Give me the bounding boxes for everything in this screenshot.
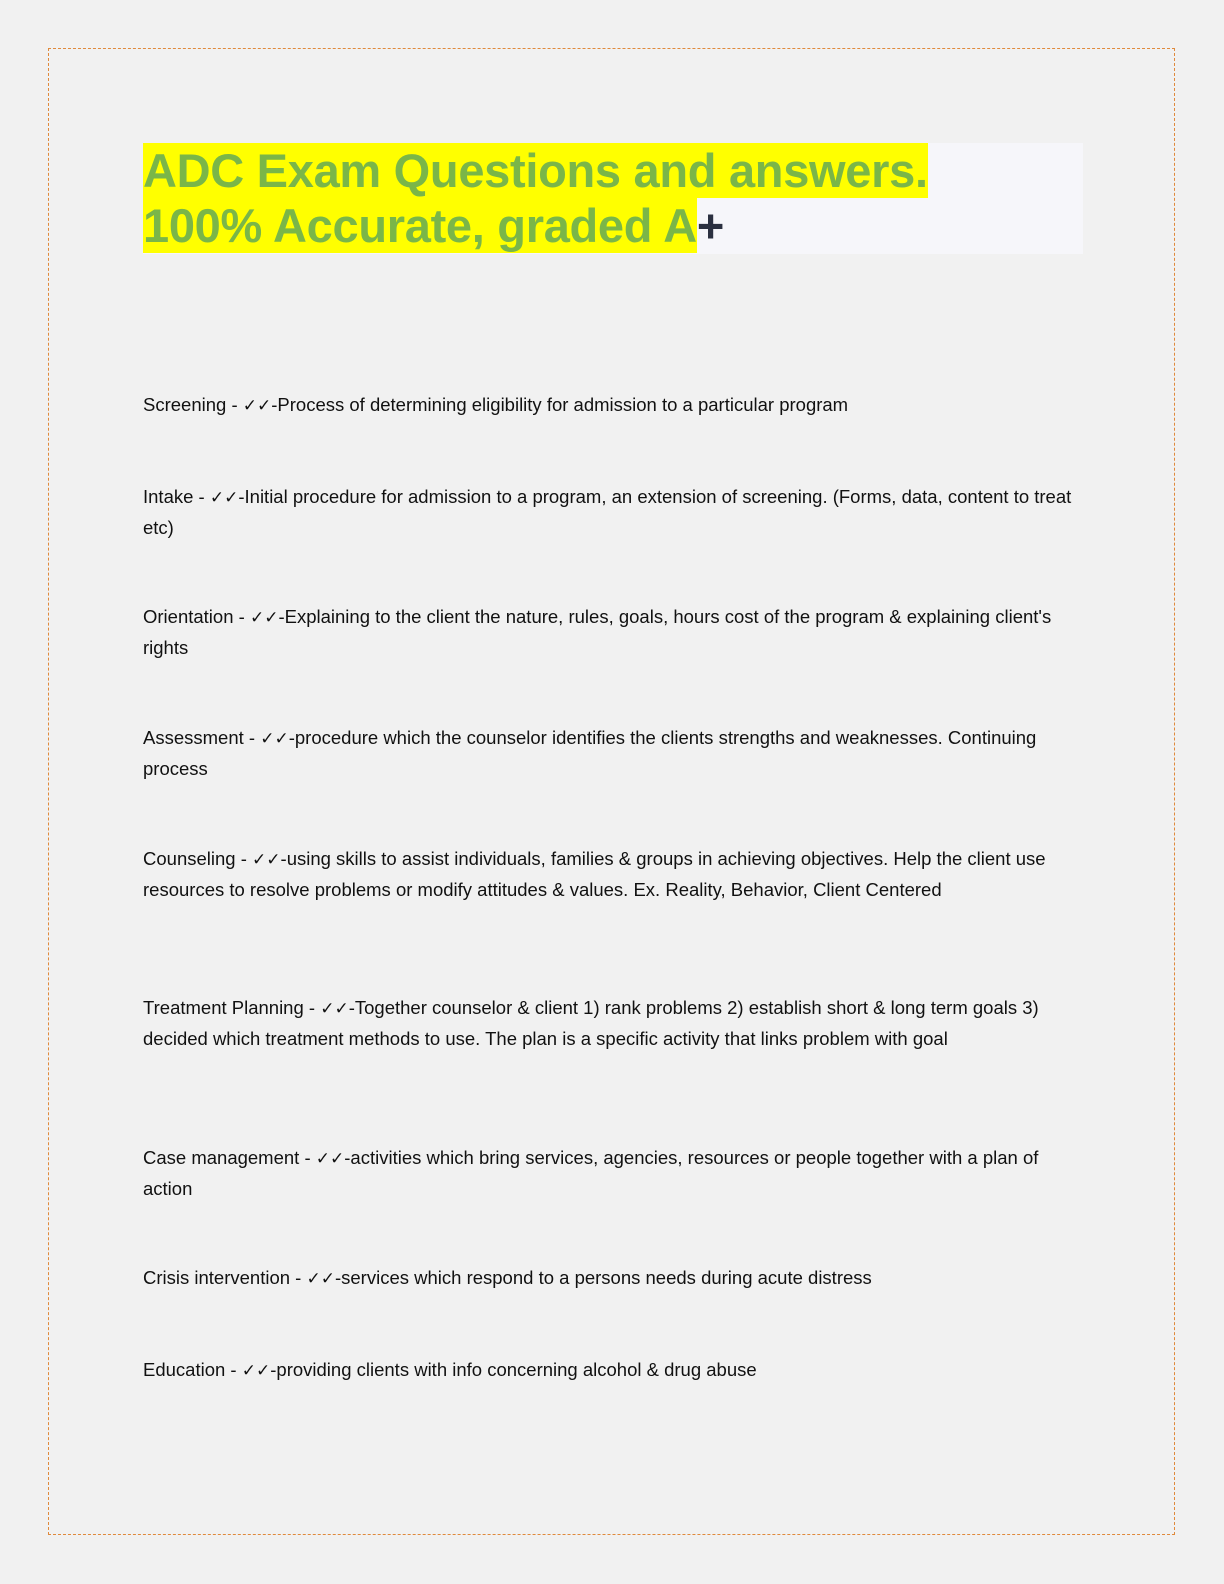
list-item <box>143 482 1078 542</box>
title-highlight: 100% Accurate, graded A <box>143 199 697 252</box>
double-check-icon: ✓✓ <box>252 850 281 870</box>
separator: - <box>243 727 261 748</box>
entry-definition: -using skills to assist individuals, families & groups in achieving objectives. Help the client use resources to resolve problems or modify attitudes & values. Ex. Reality, Behavior, Client Centered <box>143 848 1046 900</box>
entry-definition: -procedure which the counselor identifies the clients strengths and weaknesses. Continuing process <box>143 727 1037 779</box>
list-item <box>143 844 1078 904</box>
page-border <box>48 48 1175 1535</box>
entry-definition: -Together counselor & client 1) rank problems 2) establish short & long term goals 3) decided which treatment methods to use. The plan is a specific activity that links problem with goal <box>143 997 1039 1049</box>
entry-term: Orientation <box>143 606 234 627</box>
list-item <box>143 390 1078 421</box>
double-check-icon: ✓✓ <box>306 1269 335 1289</box>
double-check-icon: ✓✓ <box>242 396 272 416</box>
list-item <box>143 723 1078 783</box>
list-item <box>143 1355 1078 1386</box>
separator: - <box>303 997 321 1018</box>
separator: - <box>193 486 210 507</box>
double-check-icon: ✓✓ <box>315 1149 345 1169</box>
entry-term: Education <box>143 1359 226 1380</box>
list-item <box>143 1143 1078 1203</box>
separator: - <box>235 848 253 869</box>
double-check-icon: ✓✓ <box>249 608 279 628</box>
title-highlight: ADC Exam Questions and answers. <box>143 144 928 197</box>
entry-term: Case management <box>143 1147 300 1168</box>
entry-definition: -activities which bring services, agencies, resources or people together with a plan of action <box>143 1147 1039 1199</box>
separator: - <box>299 1147 316 1168</box>
entry-definition: -providing clients with info concerning alcohol & drug abuse <box>270 1359 757 1380</box>
list-item <box>143 993 1078 1053</box>
entry-term: Crisis intervention <box>143 1267 291 1288</box>
entry-term: Screening <box>143 394 227 415</box>
separator: - <box>290 1267 307 1288</box>
entry-term: Counseling <box>143 848 236 869</box>
list-item <box>143 602 1078 662</box>
double-check-icon: ✓✓ <box>320 999 349 1019</box>
entry-definition: -Explaining to the client the nature, rules, goals, hours cost of the program & explaining client's rights <box>143 606 1052 658</box>
entry-definition: -Initial procedure for admission to a program, an extension of screening. (Forms, data, content to treat etc) <box>143 486 1072 538</box>
double-check-icon: ✓✓ <box>260 729 289 749</box>
double-check-icon: ✓✓ <box>209 488 239 508</box>
separator: - <box>226 394 243 415</box>
entry-term: Intake <box>143 486 194 507</box>
separator: - <box>225 1359 242 1380</box>
title-line-1 <box>143 143 1083 198</box>
list-item <box>143 1263 1078 1294</box>
entry-term: Assessment <box>143 727 244 748</box>
title-plus: + <box>696 199 724 252</box>
document-title <box>143 143 1083 254</box>
entry-definition: -services which respond to a persons needs during acute distress <box>334 1267 872 1288</box>
entry-term: Treatment Planning <box>143 997 304 1018</box>
double-check-icon: ✓✓ <box>241 1361 271 1381</box>
separator: - <box>233 606 250 627</box>
title-line-2 <box>143 198 1083 253</box>
entry-definition: -Process of determining eligibility for admission to a particular program <box>271 394 849 415</box>
